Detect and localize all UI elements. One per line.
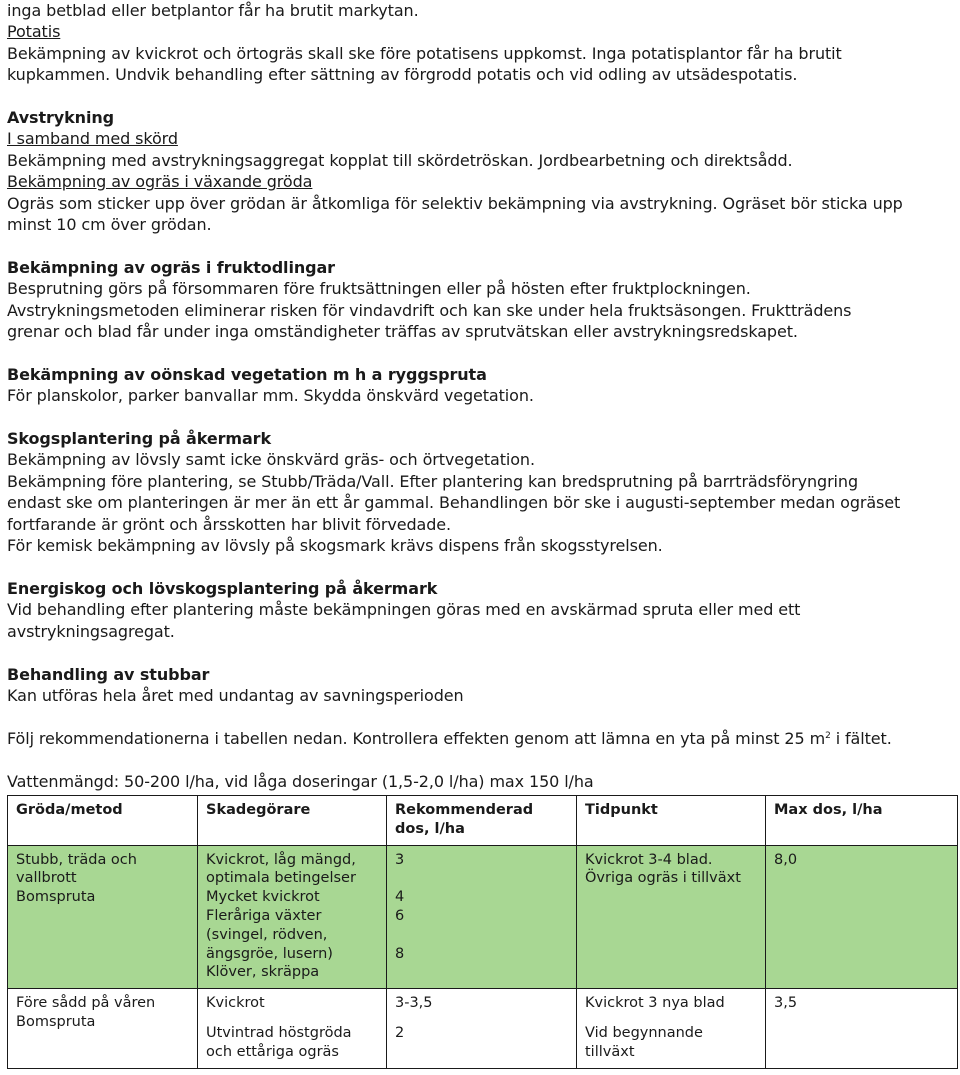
skog-text: endast ske om planteringen är mer än ett år gammal. Behandlingen bör ske i augusti-september medan ogräset bbox=[7, 493, 901, 513]
samband-text: Bekämpning med avstrykningsaggregat kopplat till skördetröskan. Jordbearbetning och direktsådd. bbox=[7, 150, 793, 170]
header-cell: Max dos, l/ha bbox=[766, 796, 958, 846]
skog-text: För kemisk bekämpning av lövsly på skogsmark krävs dispens från skogsstyrelsen. bbox=[7, 536, 663, 556]
header-cell: Tidpunkt bbox=[577, 796, 766, 846]
table-row bbox=[8, 989, 958, 1068]
frukt-text: grenar och blad får under inga omständigheter träffas av sprutvätskan eller avstrykningsredskapet. bbox=[7, 322, 798, 342]
stubbar-text: Kan utföras hela året med undantag av savningsperioden bbox=[7, 685, 464, 705]
vaxande-text: minst 10 cm över grödan. bbox=[7, 215, 212, 235]
vaxande-text: Ogräs som sticker upp över grödan är åtkomliga för selektiv bekämpning via avstrykning. Ogräset bör sticka upp bbox=[7, 193, 903, 213]
frukt-text: Besprutning görs på försommaren före fruktsättningen eller på hösten efter fruktplockningen. bbox=[7, 279, 751, 299]
skog-heading: Skogsplantering på åkermark bbox=[7, 429, 271, 449]
frukt-text: Avstrykningsmetoden eliminerar risken för vindavdrift och kan ske under hela fruktsäsongen. Fruktträdens bbox=[7, 300, 852, 320]
stubbar-heading: Behandling av stubbar bbox=[7, 664, 210, 684]
pest-cell: Kvickrot, låg mängd, optimala betingelser Mycket kvickrot Fleråriga växter (svingel, rödven, ängsgröe, lusern) Klöver, skräppa bbox=[198, 845, 387, 989]
timing-cell: Kvickrot 3-4 blad. Övriga ogräs i tillväxt bbox=[577, 845, 766, 989]
folj-text: Följ rekommendationerna i tabellen nedan. Kontrollera effekten genom att lämna en yta på minst 25 $m^2$ i fältet. bbox=[7, 728, 892, 748]
header-cell: Skadegörare bbox=[198, 796, 387, 846]
ryggspruta-text: För planskolor, parker banvallar mm. Skydda önskvärd vegetation. bbox=[7, 386, 534, 406]
energi-heading: Energiskog och lövskogsplantering på åkermark bbox=[7, 578, 438, 598]
vattenmangd-text: Vattenmängd: 50-200 l/ha, vid låga doseringar (1,5-2,0 l/ha) max 150 l/ha bbox=[7, 771, 594, 791]
timing-cell: Kvickrot 3 nya blad Vid begynnande tillväxt bbox=[577, 989, 766, 1068]
crop-cell: Före sådd på våren Bomspruta bbox=[8, 989, 198, 1068]
crop-cell: Stubb, träda och vallbrott Bomspruta bbox=[8, 845, 198, 989]
energi-text: avstrykningsagregat. bbox=[7, 621, 175, 641]
avstrykning-heading: Avstrykning bbox=[7, 108, 114, 128]
header-cell: Gröda/metod bbox=[8, 796, 198, 846]
potatis-text: kupkammen. Undvik behandling efter sättning av förgrodd potatis och vid odling av utsädespotatis. bbox=[7, 65, 798, 85]
potatis-text: Bekämpning av kvickrot och örtogräs skall ske före potatisens uppkomst. Inga potatisplantor får ha brutit bbox=[7, 43, 842, 63]
dose-cell: 3 4 6 8 bbox=[387, 845, 577, 989]
pest-cell: Kvickrot Utvintrad höstgröda och ettåriga ogräs bbox=[198, 989, 387, 1068]
header-cell: Rekommenderad dos, l/ha bbox=[387, 796, 577, 846]
document-text bbox=[7, 0, 957, 792]
table-header-row bbox=[8, 796, 958, 846]
max-dose-cell: 8,0 bbox=[766, 845, 958, 989]
skog-text: Bekämpning av lövsly samt icke önskvärd gräs- och örtvegetation. bbox=[7, 450, 535, 470]
vaxande-heading: Bekämpning av ogräs i växande gröda bbox=[7, 172, 313, 192]
dose-cell: 3-3,5 2 bbox=[387, 989, 577, 1068]
max-dose-cell: 3,5 bbox=[766, 989, 958, 1068]
ryggspruta-heading: Bekämpning av oönskad vegetation m h a ryggspruta bbox=[7, 364, 487, 384]
samband-heading: I samband med skörd bbox=[7, 129, 178, 149]
frukt-heading: Bekämpning av ogräs i fruktodlingar bbox=[7, 257, 335, 277]
table-row bbox=[8, 845, 958, 989]
intro-line: inga betblad eller betplantor får ha brutit markytan. bbox=[7, 1, 419, 20]
skog-text: fortfarande är grönt och årsskotten har blivit förvedade. bbox=[7, 514, 452, 534]
energi-text: Vid behandling efter plantering måste bekämpningen göras med en avskärmad spruta eller med ett bbox=[7, 600, 801, 620]
recommendation-table bbox=[7, 795, 958, 1069]
potatis-heading: Potatis bbox=[7, 22, 61, 42]
skog-text: Bekämpning före plantering, se Stubb/Träda/Vall. Efter plantering kan bredsprutning på barrträdsföryngring bbox=[7, 471, 859, 491]
